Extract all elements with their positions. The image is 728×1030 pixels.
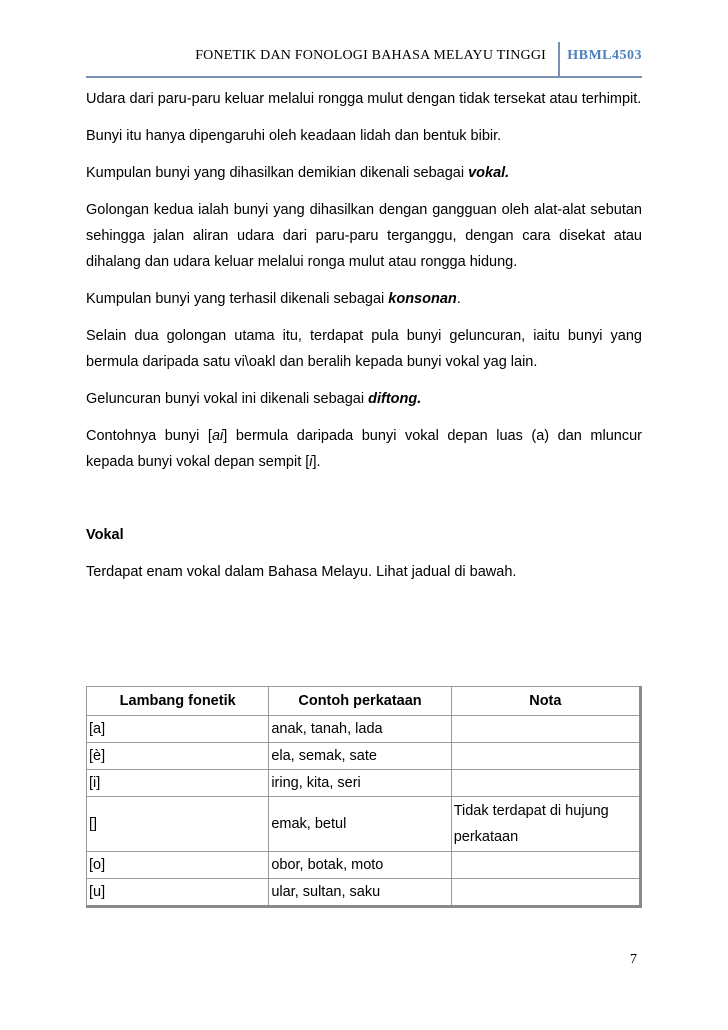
- page-number: 7: [630, 952, 637, 967]
- cell-symbol: [o]: [87, 852, 269, 879]
- paragraph-7: [86, 386, 642, 412]
- cell-note: [451, 852, 640, 879]
- paragraph-3: [86, 160, 642, 186]
- section-heading: Vokal: [86, 527, 124, 543]
- paragraph-8-b: ] bermula daripada bunyi vokal depan luas (a) dan mluncur kepada bunyi vokal depan sempit [: [86, 428, 642, 470]
- header-title: FONETIK DAN FONOLOGI BAHASA MELAYU TINGGI: [195, 48, 546, 63]
- table-row: [87, 716, 641, 743]
- cell-example: obor, botak, moto: [269, 852, 451, 879]
- paragraph-4: Golongan kedua ialah bunyi yang dihasilkan dengan gangguan oleh alat-alat sebutan sehingga jalan aliran udara dari paru-paru terganggu, dengan cara disekat atau dihalang dan udara keluar melalui ronga mulut atau rongga hidung.: [86, 202, 642, 270]
- course-code: HBML4503: [567, 48, 642, 63]
- spacer: [86, 486, 642, 522]
- paragraph-8-c: ].: [312, 454, 321, 470]
- column-header-note: Nota: [451, 687, 640, 716]
- cell-example: iring, kita, seri: [269, 770, 451, 797]
- table-row: [87, 743, 641, 770]
- cell-note: [451, 879, 640, 907]
- table-row: [87, 852, 641, 879]
- term-diftong: diftong.: [368, 391, 422, 407]
- cell-example: anak, tanah, lada: [269, 716, 451, 743]
- cell-note: Tidak terdapat di hujung perkataan: [451, 797, 640, 852]
- term-konsonan: konsonan: [388, 291, 457, 307]
- paragraph-5-text: Kumpulan bunyi yang terhasil dikenali sebagai: [86, 291, 389, 307]
- cell-note: [451, 743, 640, 770]
- table-header-row: [87, 687, 641, 716]
- document-body: [86, 86, 642, 596]
- paragraph-2: Bunyi itu hanya dipengaruhi oleh keadaan lidah dan bentuk bibir.: [86, 128, 502, 144]
- header-divider: [558, 42, 560, 76]
- symbol-i: i: [309, 454, 313, 470]
- paragraph-3-text: Kumpulan bunyi yang dihasilkan demikian dikenali sebagai: [86, 165, 469, 181]
- column-header-symbol: Lambang fonetik: [87, 687, 269, 716]
- cell-symbol: [i]: [87, 770, 269, 797]
- paragraph-8: [86, 423, 642, 475]
- cell-note: [451, 716, 640, 743]
- term-vokal: vokal.: [468, 165, 510, 181]
- table-row: [87, 879, 641, 907]
- cell-symbol: []: [87, 797, 269, 852]
- cell-example: emak, betul: [269, 797, 451, 852]
- paragraph-5: [86, 286, 642, 312]
- cell-note: [451, 770, 640, 797]
- cell-symbol: [u]: [87, 879, 269, 907]
- cell-example: ela, semak, sate: [269, 743, 451, 770]
- symbol-ai: ai: [211, 428, 224, 444]
- paragraph-6: Selain dua golongan utama itu, terdapat pula bunyi geluncuran, iaitu bunyi yang bermula daripada satu vi\oakl dan beralih kepada bunyi vokal yag lain.: [86, 328, 642, 370]
- cell-symbol: [a]: [87, 716, 269, 743]
- table-row: [87, 770, 641, 797]
- page-header: [86, 42, 642, 78]
- table-row: [87, 797, 641, 852]
- paragraph-5-end: .: [456, 291, 461, 307]
- paragraph-7-text: Geluncuran bunyi vokal ini dikenali sebagai: [86, 391, 369, 407]
- paragraph-8-a: Contohnya bunyi [: [86, 428, 212, 444]
- section-intro: Terdapat enam vokal dalam Bahasa Melayu. Lihat jadual di bawah.: [86, 564, 517, 580]
- cell-example: ular, sultan, saku: [269, 879, 451, 907]
- paragraph-1: Udara dari paru-paru keluar melalui rongga mulut dengan tidak tersekat atau terhimpit.: [86, 91, 642, 107]
- column-header-example: Contoh perkataan: [269, 687, 451, 716]
- vowel-table: [86, 686, 642, 908]
- cell-symbol: [è]: [87, 743, 269, 770]
